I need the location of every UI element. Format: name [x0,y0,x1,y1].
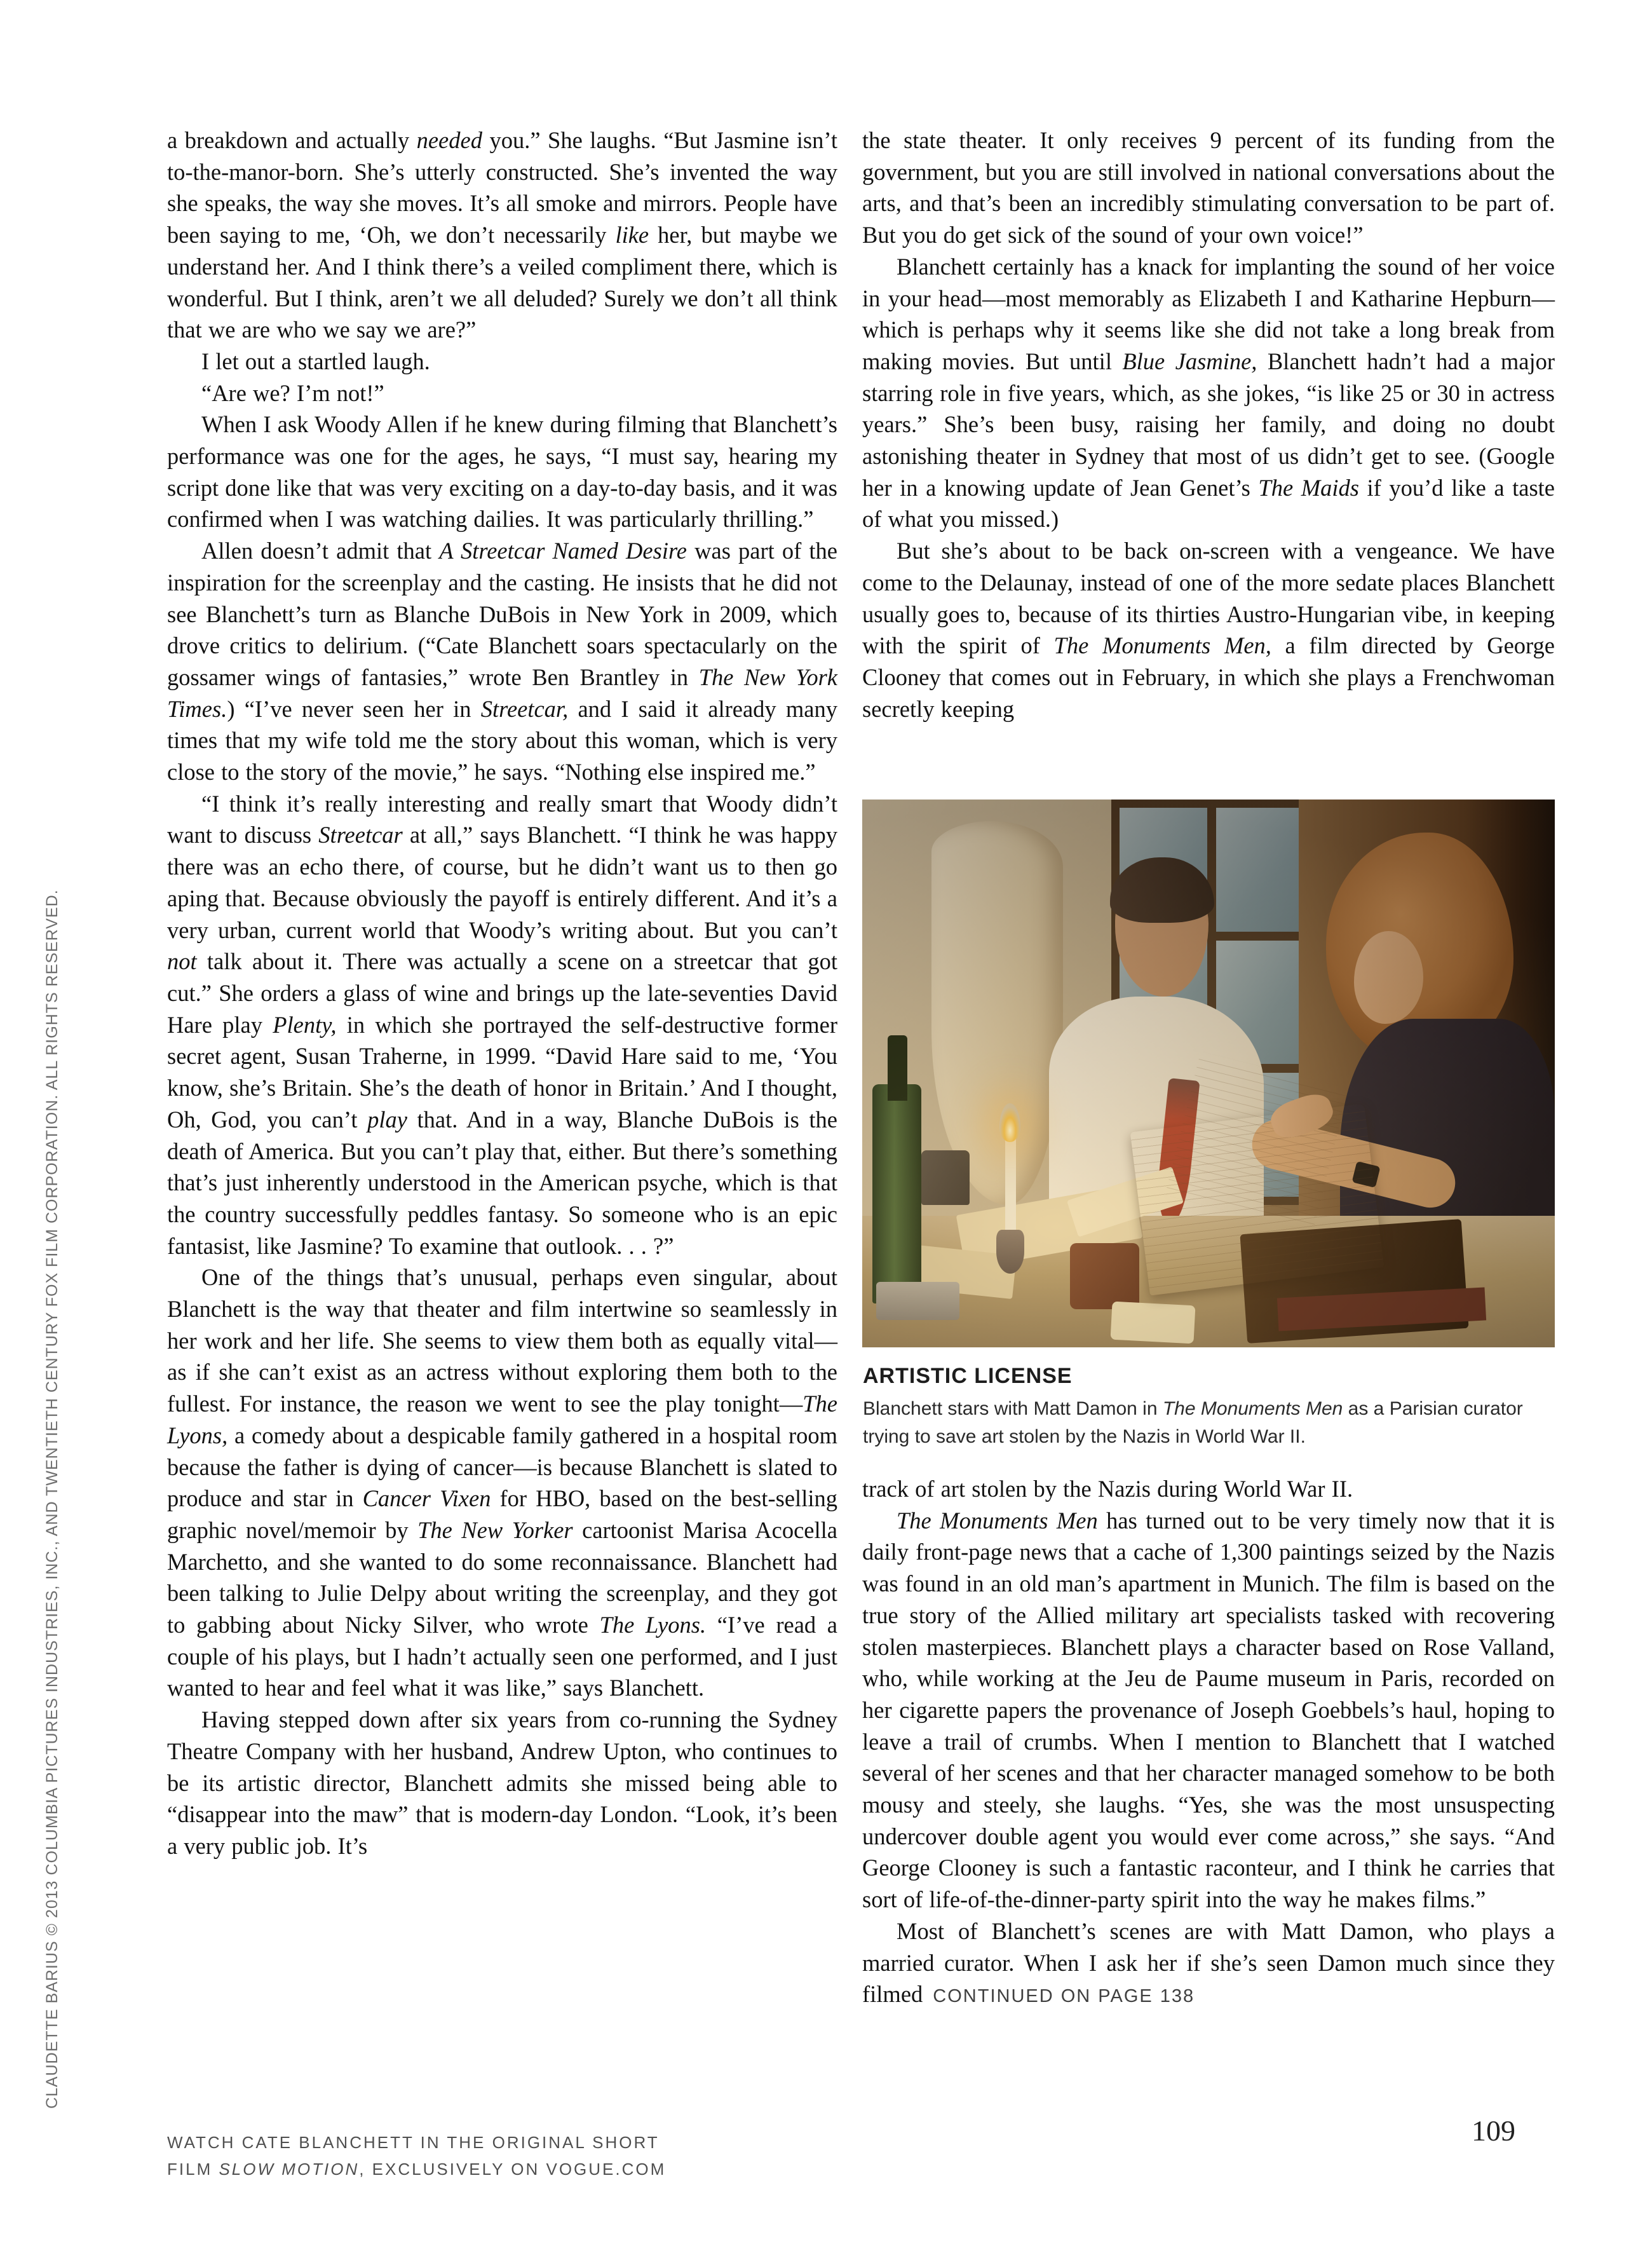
photo-caption [863,1364,1536,1451]
photo-tone-overlay [862,800,1555,1347]
text-run: “I think it’s really interesting and really smart that Woody didn’t want to discuss [167,790,837,848]
text-run: “Are we? I’m not!” [201,379,384,406]
paragraph [167,125,837,346]
page-number: 109 [1472,2114,1515,2147]
paragraph [862,535,1555,725]
text-run: When I ask Woody Allen if he knew during filming that Blanchett’s performance was one for the ages, he says, “I must say, hearing my script done like that was very exciting on a day-to-day basis, and it was confirmed when I was watching dailies. It was particularly thrilling.” [167,411,837,533]
paragraph [167,409,837,535]
text-run: ) “I’ve never seen her in [227,695,481,722]
photo-caption-title: ARTISTIC LICENSE [863,1364,1073,1388]
photo-caption-body [863,1395,1536,1451]
text-run: you.” She laughs. “But Jasmine isn’t to-the-manor-born. She’s utterly constructed. She’s invented the way she speaks, the way she moves. It’s all smoke and mirrors. People have been saying to me, ‘Oh, we don’t necessarily [167,127,837,248]
paragraph [167,788,837,1262]
text-run: Blanchett hadn’t had a major starring role in five years, which, as she jokes, “is like 25 or 30 in actress years.” She’s been busy, raising her family, and doing no doubt astonishing theater in Sydney that most of us didn’t get to see. (Google her in a knowing update of Jean Genet’s [862,348,1555,501]
text-run: a breakdown and actually [167,127,417,153]
text-run: Blue Jasmine, [1122,348,1257,374]
text-run: Cancer Vixen [362,1485,491,1512]
paragraph [862,1916,1555,2013]
text-run: for HBO, based on the best-selling graphic novel/memoir by [167,1485,837,1543]
text-run: the state theater. It only receives 9 percent of its funding from the government, but you are still involved in national conversations about the arts, and that’s been an incredibly stimulating conversation to be part of. But you do get sick of the sound of your own voice!” [862,127,1555,248]
text-run: needed [416,127,482,153]
paragraph [862,1473,1555,1505]
text-run: The Monuments Men, [1053,632,1271,659]
text-run: The Lyons. [599,1612,707,1638]
text-run: The Monuments Men [1162,1398,1343,1419]
text-run: Blanchett stars with Matt Damon in [863,1398,1163,1419]
text-run: Plenty, [273,1011,337,1038]
text-run: play [367,1106,407,1133]
text-run: cartoonist Marisa Acocella Marchetto, and she wanted to do some reconnaissance. Blanchett had been talking to Julie Delpy about writing the screenplay, and they got to gabbing about Nicky Silver, who wrote [167,1516,837,1638]
paragraph [167,1262,837,1704]
text-run: But she’s about to be back on-screen with a vengeance. We have come to the Delaunay, instead of one of the more sedate places Blanchett usually goes to, because of its thirties Austro-Hungarian vibe, in keeping with the spirit of [862,538,1555,659]
text-run: Most of Blanchett’s scenes are with Matt Damon, who plays a married curator. When I ask her if she’s seen Damon much since they filmed [862,1917,1555,2008]
monuments-men-photo [862,800,1555,1347]
text-run: One of the things that’s unusual, perhaps even singular, about Blanchett is the way that theater and film intertwine so seamlessly in her work and her life. She seems to view them both as equally vital—as if she can’t exist as an actress without exploring them both to the fullest. For instance, the reason we went to see the play tonight— [167,1264,837,1417]
text-run: a comedy about a despicable family gathered in a hospital room because the father is dying of cancer—is because Blanchett is slated to produce and star in [167,1422,837,1512]
paragraph [167,1704,837,1862]
text-run: was part of the inspiration for the screenplay and the casting. He insists that he did not see Blanchett’s turn as Blanche DuBois in New York in 2009, which drove critics to delirium. (“Cate Blanchett soars spectacularly on the gossamer wings of fantasies,” wrote Ben Brantley in [167,538,837,690]
paragraph [167,378,837,409]
text-run: A Streetcar Named Desire [439,538,687,564]
text-run: Allen doesn’t admit that [201,538,440,564]
text-run: The Monuments Men [897,1507,1098,1534]
text-run: in which she portrayed the self-destructive former secret agent, Susan Traherne, in 1999. “David Hare said to me, ‘You know, she’s Britain. She’s the death of honor in Britain.’ And I thought, Oh, God, you can’t [167,1011,837,1133]
text-run: as a Parisian curator trying to save art stolen by the Nazis in World War II. [863,1398,1523,1447]
article-column-right-top [862,125,1555,725]
paragraph [167,535,837,788]
text-run: her, but maybe we understand her. And I think there’s a veiled compliment there, which is wonderful. But I think, aren’t we all deluded? Surely we don’t all think that we are who we say we are?” [167,222,837,343]
continued-on-page-note: CONTINUED ON PAGE 138 [933,1986,1195,2007]
photo-credit: CLAUDETTE BARIUS © 2013 COLUMBIA PICTURES INDUSTRIES, INC., AND TWENTIETH CENTURY FOX FILM CORPORATION. ALL RIGHTS RESERVED. [43,889,61,2109]
paragraph [862,1505,1555,1916]
text-run: SLOW MOTION [219,2160,360,2179]
paragraph [167,346,837,378]
text-run: The Maids [1258,474,1359,501]
text-run: Having stepped down after six years from co-running the Sydney Theatre Company with her husband, Andrew Upton, who continues to be its artistic director, Blanchett admits she missed being able to “disappear into the maw” that is modern-day London. “Look, it’s been a very public job. It’s [167,1706,837,1859]
text-run: “I’ve read a couple of his plays, but I hadn’t actually seen one performed, and I just wanted to hear and feel what it was like,” says Blanchett. [167,1612,837,1701]
text-run: WATCH CATE BLANCHETT IN THE ORIGINAL SHORT FILM [167,2133,660,2179]
text-run: has turned out to be very timely now that it is daily front-page news that a cache of 1,300 paintings seized by the Nazis was found in an old man’s apartment in Munich. The film is based on the true story of the Allied military art specialists tasked with recovering stolen masterpieces. Blanchett plays a character based on Rose Valland, who, while working at the Jeu de Paume museum in Paris, recorded on her cigarette papers the provenance of Joseph Goebbels’s haul, hoping to leave a trail of crumbs. When I mention to Blanchett that I watched several of her scenes and that her character managed somehow to be both mousy and steely, she laughs. “Yes, she was the most unsuspecting undercover double agent you would ever come across,” she says. “And George Clooney is such a fantastic raconteur, and I think he carries that sort of life-of-the-dinner-party spirit into the way he makes films.” [862,1507,1555,1913]
text-run: and I said it already many times that my wife told me the story about this woman, which is very close to the story of the movie,” he says. “Nothing else inspired me.” [167,695,837,786]
text-run: like [615,222,649,248]
article-column-right-bottom [862,1473,1555,2013]
text-run: The Lyons, [167,1391,837,1448]
text-run: a film directed by George Clooney that comes out in February, in which she plays a Frenchwoman secretly keeping [862,632,1555,722]
text-run: The New Yorker [417,1516,573,1543]
text-run: at all,” says Blanchett. “I think he was happy there was an echo there, of course, but he didn’t want us to then go aping that. Because obviously the payoff is entirely different. And it’s a very urban, current world that Woody’s writing about. But you can’t [167,822,838,943]
article-column-left [167,125,837,1862]
text-run: Streetcar, [480,695,569,722]
footer-note [167,2129,701,2182]
text-run: track of art stolen by the Nazis during World War II. [862,1476,1353,1502]
paragraph [862,251,1555,535]
text-run: Blanchett certainly has a knack for implanting the sound of her voice in your head—most memorably as Elizabeth I and Katharine Hepburn—which is perhaps why it seems like she did not take a long break from making movies. But until [862,253,1555,374]
text-run: The New York Times. [167,664,837,722]
paragraph [862,125,1555,251]
text-run: I let out a startled laugh. [201,348,430,374]
text-run: , EXCLUSIVELY ON VOGUE.COM [359,2160,667,2179]
text-run: Streetcar [318,822,403,848]
text-run: that. And in a way, Blanche DuBois is the death of America. But you can’t play that, either. But there’s something that’s just inherently understood in the American psyche, which is that the country successfully peddles fantasy. So someone who is an epic fantasist, like Jasmine? To examine that outlook. . . ?” [167,1106,837,1259]
text-run: not [167,948,197,975]
text-run: if you’d like a taste of what you missed.) [862,474,1555,533]
text-run: talk about it. There was actually a scene on a streetcar that got cut.” She orders a glass of wine and brings up the late-seventies David Hare play [167,948,837,1038]
